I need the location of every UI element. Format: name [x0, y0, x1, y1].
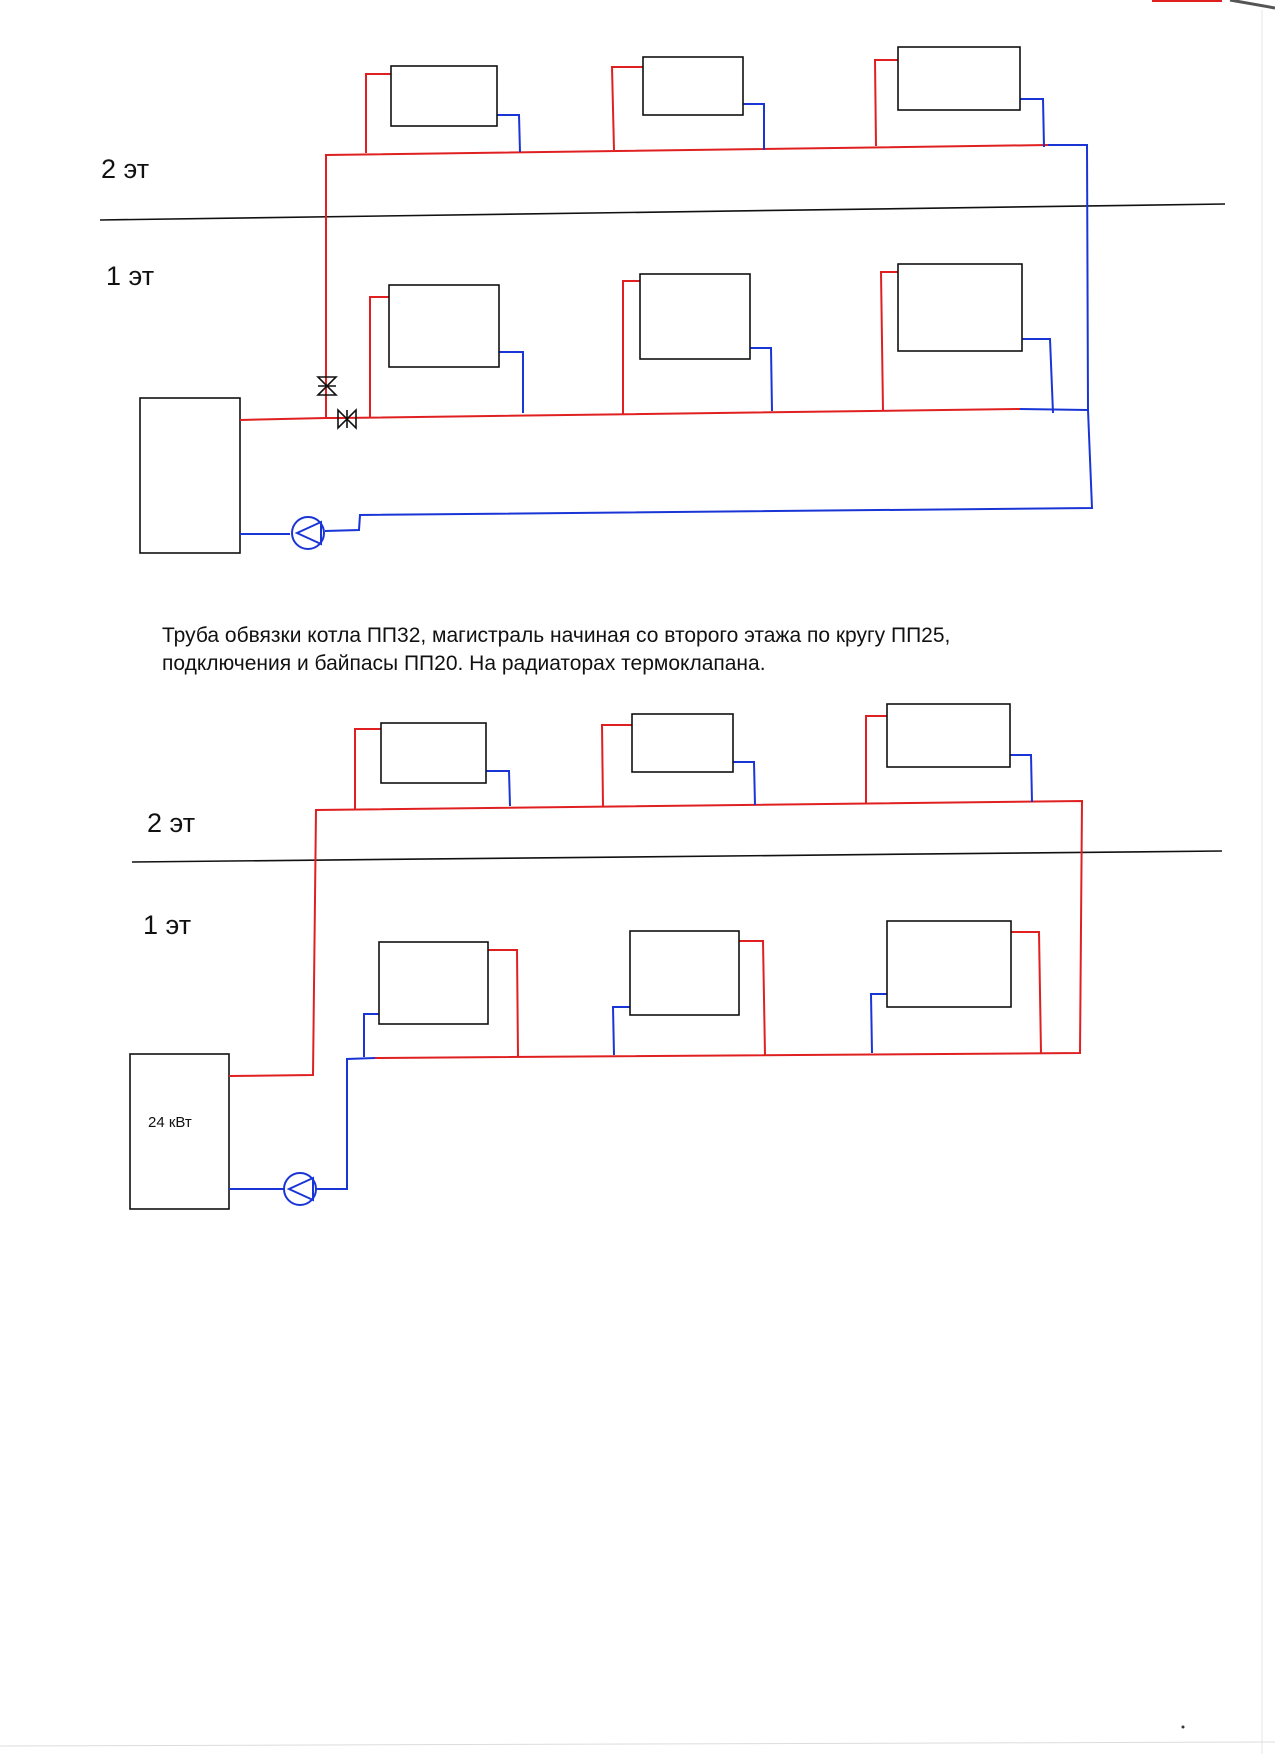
- radiator: [381, 723, 486, 783]
- boiler: [140, 398, 240, 553]
- radiator: [640, 274, 750, 359]
- radiator: [389, 285, 499, 367]
- top-scheme: [100, 47, 1225, 553]
- scheme-caption: [162, 622, 1162, 678]
- radiator: [898, 47, 1020, 110]
- floor-2-label: 2 эт: [147, 808, 196, 838]
- floor-2-label: 2 эт: [101, 154, 150, 184]
- radiator: [887, 921, 1011, 1007]
- floor-1-label: 1 эт: [143, 910, 192, 940]
- pump-icon: [292, 517, 324, 549]
- radiator: [898, 264, 1022, 351]
- floor-divider-line: [132, 851, 1222, 862]
- caption-line-2: подключения и байпасы ПП20. На радиаторах термоклапана.: [162, 652, 766, 675]
- floor-1-label: 1 эт: [106, 261, 155, 291]
- caption-line-1: Труба обвязки котла ПП32, магистраль начиная со второго этажа по кругу ПП25,: [162, 624, 951, 647]
- radiator: [887, 704, 1010, 767]
- boiler: [130, 1054, 229, 1209]
- valve-icon: [338, 410, 356, 428]
- radiator: [391, 66, 497, 126]
- supply-pipes: [229, 716, 1082, 1076]
- radiator: [379, 942, 488, 1024]
- radiator: [643, 57, 743, 115]
- pump-icon: [284, 1173, 316, 1205]
- radiator: [630, 931, 739, 1015]
- bottom-scheme: [130, 704, 1222, 1209]
- boiler-power-label: 24 кВт: [148, 1114, 192, 1131]
- return-pipes: [240, 99, 1092, 534]
- radiator: [632, 714, 733, 772]
- supply-pipes: [240, 60, 1048, 420]
- scan-speck: [1182, 1726, 1185, 1729]
- floor-divider-line: [100, 204, 1225, 220]
